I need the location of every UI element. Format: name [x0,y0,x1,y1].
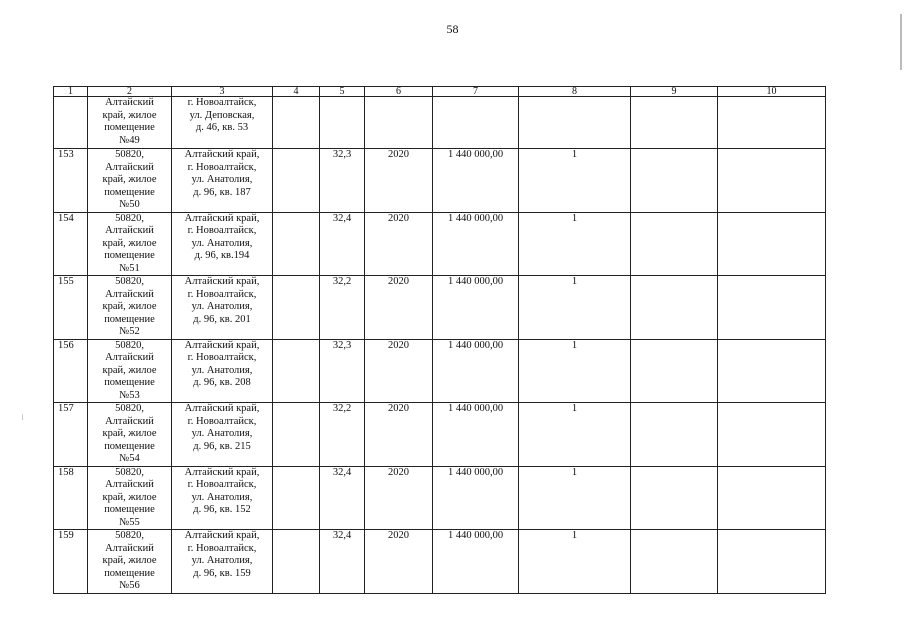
cell-line: ул. Анатолия, [191,301,253,312]
cell-col-6: 2020 [365,149,433,213]
cell-col-9 [631,212,718,276]
cell-line: помещение [104,377,155,388]
cell-col-8: 1 [519,212,631,276]
column-header-1: 1 [54,87,88,97]
cell-col-8: 1 [519,276,631,340]
cell-line: ул. Деповская, [189,109,255,121]
cell-col-7 [433,97,519,149]
cell-col-10 [718,466,826,530]
table-row [54,149,826,213]
cell-line: 50820, [115,466,144,478]
cell-line: помещение [104,567,155,579]
column-header-2: 2 [88,87,172,97]
cell-col-4 [273,466,320,530]
cell-line: д. 96, кв. 187 [193,186,251,198]
column-header-5: 5 [320,87,365,97]
cell-line: г. Новоалтайск, [187,352,257,363]
table-row [54,97,826,149]
header-row [54,87,826,97]
cell-line: помещение [104,440,155,452]
cell-line: д. 96, кв. 159 [193,567,251,579]
cell-col-5: 32,3 [320,149,365,213]
cell-line: г. Новоалтайск, [187,161,257,173]
cell-line: Алтайский [105,288,154,300]
cell-col-5: 32,4 [320,466,365,530]
column-header-10: 10 [718,87,826,97]
table-row [54,276,826,340]
cell-col-3 [172,403,273,467]
cell-line: Алтайский край, [184,212,260,224]
cell-col-8: 1 [519,530,631,594]
cell-line: край, жилое [102,491,157,503]
cell-line: Алтайский [105,352,154,363]
scan-speck [22,414,23,420]
cell-col-2 [88,212,172,276]
cell-col-3 [172,97,273,149]
cell-line: край, жилое [102,301,157,312]
cell-line: Алтайский край, [184,149,260,160]
cell-col-2 [88,149,172,213]
cell-col-4 [273,212,320,276]
cell-col-9 [631,403,718,467]
cell-line: 50820, [115,149,144,160]
table-row [54,466,826,530]
cell-line: Алтайский [105,97,154,108]
cell-col-10 [718,403,826,467]
cell-col-5: 32,3 [320,339,365,403]
cell-line: №53 [119,389,140,401]
column-header-7: 7 [433,87,519,97]
cell-line: 50820, [115,403,144,414]
cell-line: Алтайский [105,542,154,554]
cell-col-1: 159 [54,530,88,594]
cell-col-10 [718,97,826,149]
cell-col-2 [88,339,172,403]
cell-line: №50 [119,199,140,210]
cell-col-3 [172,149,273,213]
cell-col-9 [631,339,718,403]
cell-line: помещение [104,313,155,325]
cell-col-9 [631,97,718,149]
cell-col-8: 1 [519,339,631,403]
cell-col-7: 1 440 000,00 [433,149,519,213]
cell-line: г. Новоалтайск, [187,415,257,427]
cell-col-6: 2020 [365,466,433,530]
cell-col-7: 1 440 000,00 [433,212,519,276]
cell-col-4 [273,276,320,340]
cell-line: №52 [119,326,140,337]
cell-line: д. 46, кв. 53 [195,122,249,133]
cell-line: Алтайский край, [184,403,260,414]
cell-line: г. Новоалтайск, [187,542,257,554]
cell-line: №55 [119,516,140,528]
cell-col-6: 2020 [365,276,433,340]
cell-line: помещение [104,504,155,515]
cell-line: 50820, [115,276,144,287]
cell-line: край, жилое [102,237,157,249]
cell-col-9 [631,466,718,530]
cell-col-1: 156 [54,339,88,403]
cell-line: д. 96, кв.194 [194,250,250,261]
table-row [54,212,826,276]
cell-col-8: 1 [519,466,631,530]
cell-col-7: 1 440 000,00 [433,466,519,530]
cell-col-1: 155 [54,276,88,340]
cell-line: ул. Анатолия, [191,555,253,566]
cell-col-3 [172,466,273,530]
cell-col-7: 1 440 000,00 [433,403,519,467]
cell-line: г. Новоалтайск, [187,97,257,108]
cell-col-5: 32,4 [320,212,365,276]
column-header-3: 3 [172,87,273,97]
column-header-9: 9 [631,87,718,97]
column-header-6: 6 [365,87,433,97]
cell-col-3 [172,339,273,403]
cell-col-7: 1 440 000,00 [433,276,519,340]
cell-line: №54 [119,453,140,464]
cell-line: д. 96, кв. 215 [193,440,251,452]
cell-col-3 [172,530,273,594]
cell-line: ул. Анатолия, [191,364,253,376]
cell-col-2 [88,530,172,594]
cell-col-1 [54,97,88,149]
cell-col-10 [718,276,826,340]
cell-col-4 [273,97,320,149]
cell-col-7: 1 440 000,00 [433,339,519,403]
cell-col-10 [718,530,826,594]
cell-line: Алтайский край, [184,339,260,351]
cell-col-8: 1 [519,403,631,467]
cell-line: Алтайский [105,415,154,427]
cell-col-7: 1 440 000,00 [433,530,519,594]
cell-col-3 [172,276,273,340]
cell-col-6: 2020 [365,530,433,594]
cell-col-1: 153 [54,149,88,213]
cell-line: д. 96, кв. 208 [193,377,251,388]
cell-col-6: 2020 [365,403,433,467]
cell-col-5 [320,97,365,149]
cell-col-1: 158 [54,466,88,530]
cell-col-10 [718,212,826,276]
cell-line: край, жилое [102,364,157,376]
cell-col-6 [365,97,433,149]
cell-col-5: 32,2 [320,403,365,467]
cell-line: г. Новоалтайск, [187,288,257,300]
cell-col-4 [273,530,320,594]
cell-col-2 [88,97,172,149]
cell-line: №49 [119,134,140,146]
cell-line: Алтайский край, [184,530,260,541]
cell-line: Алтайский [105,161,154,173]
cell-line: помещение [104,250,155,261]
cell-col-1: 157 [54,403,88,467]
cell-col-8 [519,97,631,149]
scan-edge-mark [900,14,902,70]
cell-line: помещение [104,186,155,198]
cell-col-5: 32,2 [320,276,365,340]
column-header-8: 8 [519,87,631,97]
cell-line: край, жилое [102,174,157,185]
cell-col-3 [172,212,273,276]
cell-line: ул. Анатолия, [191,237,253,249]
cell-line: край, жилое [102,428,157,439]
cell-col-4 [273,149,320,213]
cell-line: ул. Анатолия, [191,428,253,439]
cell-col-9 [631,530,718,594]
cell-line: ул. Анатолия, [191,491,253,503]
cell-line: д. 96, кв. 152 [193,504,251,515]
table-row [54,339,826,403]
cell-col-4 [273,339,320,403]
cell-line: 50820, [115,339,144,351]
cell-line: Алтайский край, [184,466,260,478]
table-row [54,403,826,467]
cell-line: Алтайский [105,479,154,490]
cell-col-4 [273,403,320,467]
cell-col-10 [718,149,826,213]
cell-line: г. Новоалтайск, [187,479,257,490]
cell-col-9 [631,276,718,340]
cell-line: д. 96, кв. 201 [193,313,251,325]
page-number: 58 [446,22,459,36]
cell-col-10 [718,339,826,403]
cell-line: край, жилое [102,555,157,566]
cell-line: г. Новоалтайск, [187,225,257,236]
cell-line: помещение [104,122,155,133]
cell-line: №56 [119,580,140,591]
cell-col-2 [88,466,172,530]
cell-line: 50820, [115,530,144,541]
cell-col-9 [631,149,718,213]
cell-col-2 [88,276,172,340]
column-header-4: 4 [273,87,320,97]
cell-line: №51 [119,262,140,274]
cell-col-8: 1 [519,149,631,213]
cell-col-2 [88,403,172,467]
cell-line: 50820, [115,212,144,224]
cell-line: Алтайский [105,225,154,236]
cell-line: край, жилое [102,109,157,121]
cell-col-6: 2020 [365,212,433,276]
cell-col-1: 154 [54,212,88,276]
cell-col-5: 32,4 [320,530,365,594]
property-table [53,86,826,594]
table-row [54,530,826,594]
table-body [54,97,826,594]
cell-line: ул. Анатолия, [191,174,253,185]
cell-col-6: 2020 [365,339,433,403]
cell-line: Алтайский край, [184,276,260,287]
